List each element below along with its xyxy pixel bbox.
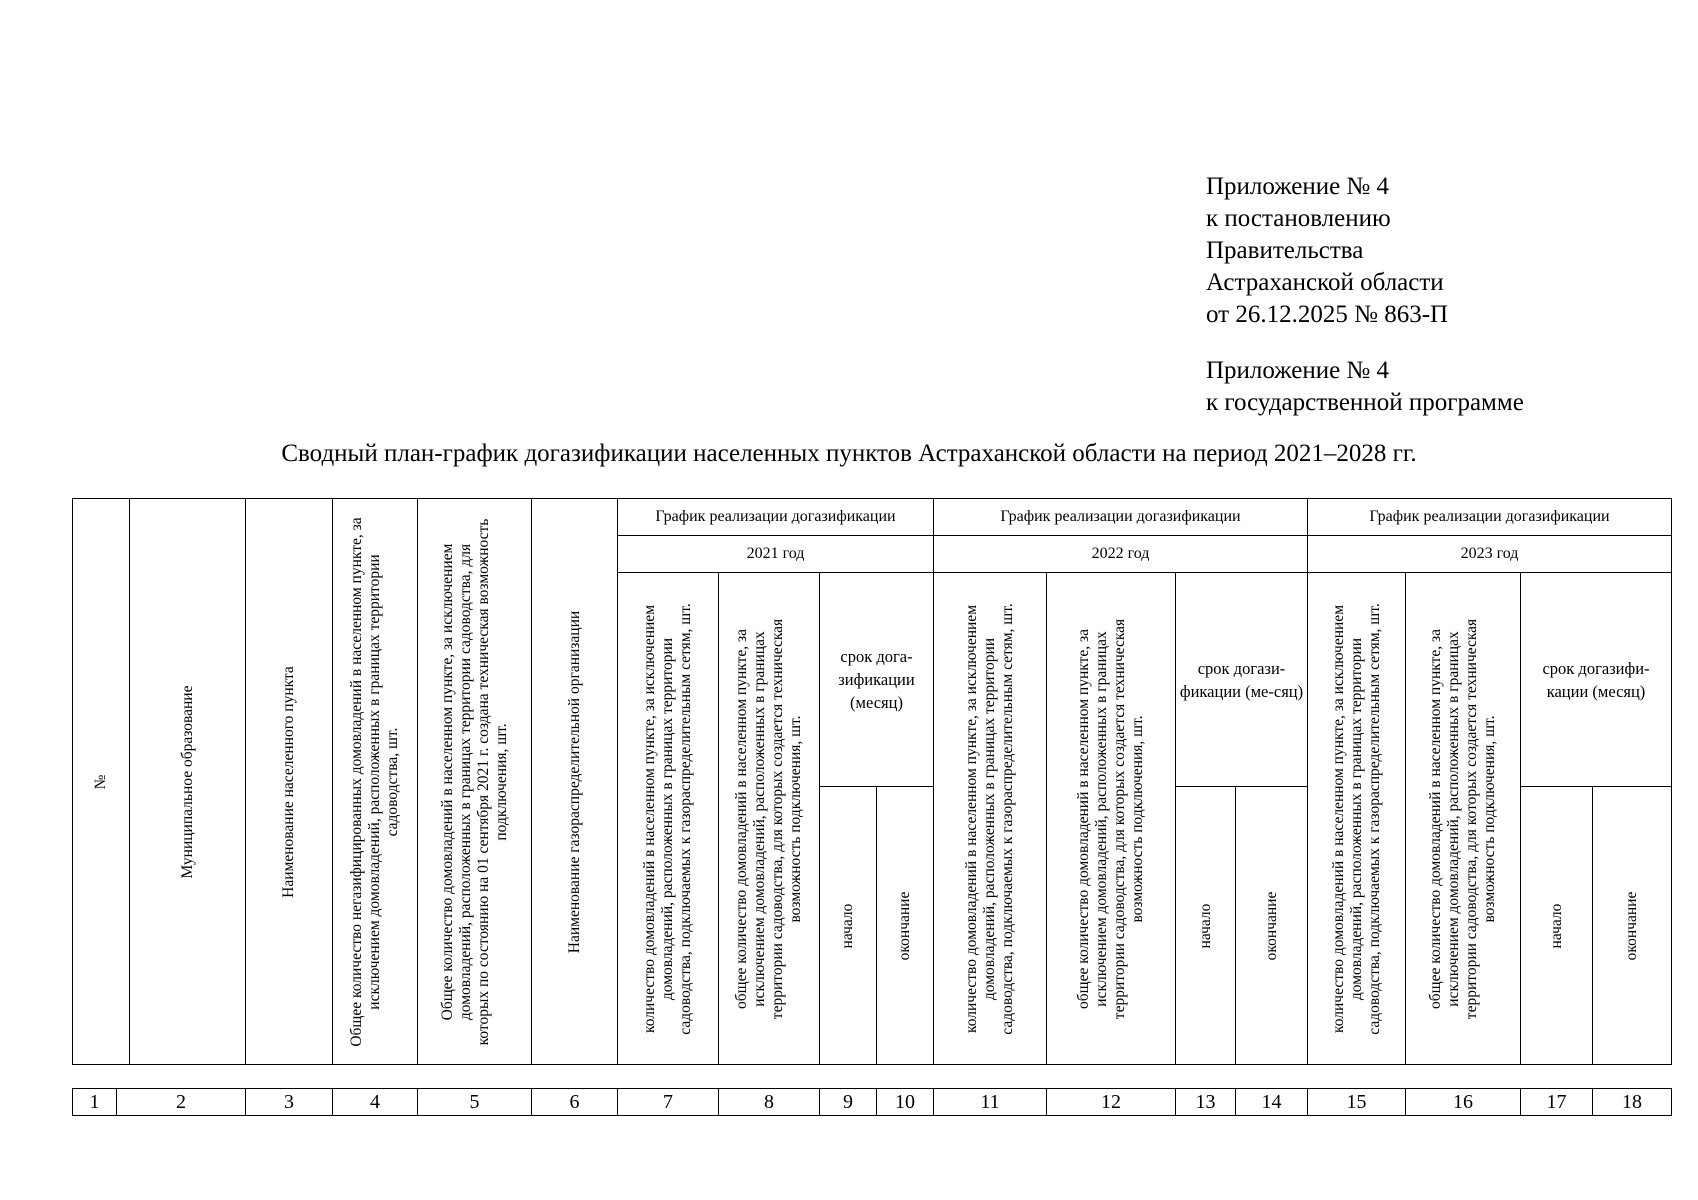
- column-number: 17: [1521, 1089, 1593, 1116]
- header-2022-technical-text: общее количество домовладений в населенном пункте, за исключением домовладений, расположенных в границах территории садоводства, для которых создается техническая возможность подключения, шт.: [1075, 618, 1146, 1019]
- appendix-block-state-program: [1206, 355, 1524, 419]
- column-number: 14: [1236, 1089, 1308, 1116]
- column-number: 9: [820, 1089, 877, 1116]
- header-2023-technical: [1406, 573, 1521, 1065]
- column-number: 7: [618, 1089, 719, 1116]
- appendix-block-government-decree: [1206, 171, 1448, 331]
- column-number: 1: [73, 1089, 117, 1116]
- header-2023-connected: [1308, 573, 1406, 1065]
- header-total-technical-text: Общее количество домовладений в населенном пункте, за исключением домовладений, расположенных в границах территории садоводства, для которых по состоянию на 01 сентября 2021 г. создана техническая возможность подключения, шт.: [438, 518, 510, 1045]
- header-2021-technical: [719, 573, 820, 1065]
- year-2021: 2021 год: [618, 536, 934, 573]
- header-total-ungasified: [333, 499, 418, 1065]
- document-title: Сводный план-график догазификации населенных пунктов Астраханской области на период 2021–2028 гг.: [281, 440, 1417, 467]
- year-2023: 2023 год: [1308, 536, 1672, 573]
- header-number-text: №: [92, 774, 109, 789]
- column-number: 11: [934, 1089, 1047, 1116]
- appendix-line: к государственной программе: [1206, 389, 1524, 416]
- schedule-header-table: [72, 498, 1672, 1065]
- header-2021-start: [820, 787, 877, 1065]
- header-municipality-text: Муниципальное образование: [178, 685, 196, 878]
- appendix-line: от 26.12.2025 № 863-П: [1206, 301, 1449, 328]
- column-numbers-table: [72, 1088, 1672, 1116]
- header-2023-term: срок догазифи-кации (месяц): [1521, 573, 1672, 787]
- column-number: 6: [532, 1089, 618, 1116]
- header-2022-technical: [1047, 573, 1176, 1065]
- header-2021-connected: [618, 573, 719, 1065]
- header-settlement-text: Наименование населенного пункта: [280, 665, 297, 898]
- header-2023-start: [1521, 787, 1593, 1065]
- year-2022: 2022 год: [934, 536, 1308, 573]
- column-number: 4: [333, 1089, 418, 1116]
- schedule-header-2021: График реализации догазификации: [618, 499, 934, 536]
- appendix-line: Правительства: [1206, 237, 1364, 264]
- header-2022-start-text: начало: [1196, 903, 1214, 948]
- header-2021-technical-text: общее количество домовладений в населенном пункте, за исключением домовладений, расположенных в границах территории садоводства, для которых создается техническая возможность подключения, шт.: [733, 618, 804, 1019]
- appendix-line: Приложение № 4: [1206, 357, 1390, 384]
- header-2022-term: срок догази-фикации (ме-сяц): [1176, 573, 1308, 787]
- appendix-line: Астраханской области: [1206, 269, 1444, 296]
- header-2021-end-text: окончание: [896, 891, 913, 960]
- column-number: 8: [719, 1089, 820, 1116]
- header-2022-start: [1176, 787, 1236, 1065]
- column-number: 18: [1593, 1089, 1672, 1116]
- appendix-line: к постановлению: [1206, 205, 1391, 232]
- header-2022-connected-text: количество домовладений в населенном пункте, за исключением домовладений, расположенных в границах территории садоводства, подключаемых к газораспределительным сетям, шт.: [963, 602, 1016, 1035]
- header-settlement: [246, 499, 333, 1065]
- header-total-technical: [418, 499, 532, 1065]
- header-2023-connected-text: количество домовладений в населенном пункте, за исключением домовладений, расположенных в границах территории садоводства, подключаемых к газораспределительным сетям, шт.: [1329, 602, 1383, 1035]
- header-2022-end: [1236, 787, 1308, 1065]
- column-number: 13: [1176, 1089, 1236, 1116]
- column-number: 10: [877, 1089, 934, 1116]
- column-number: 5: [418, 1089, 532, 1116]
- header-2022-end-text: окончание: [1262, 891, 1280, 960]
- header-gas-distribution-org-text: Наименование газораспределительной организации: [565, 610, 583, 953]
- header-2023-end: [1593, 787, 1672, 1065]
- header-2021-connected-text: количество домовладений в населенном пункте, за исключением домовладений, расположенных в границах территории садоводства, подключаемых к газораспределительным сетям, шт.: [641, 602, 694, 1035]
- column-number: 2: [117, 1089, 246, 1116]
- header-total-ungasified-text: Общее количество негазифицированных домовладений в населенном пункте, за исключением домовладений, расположенных в границах территории садоводства, шт.: [348, 516, 401, 1047]
- header-2023-technical-text: общее количество домовладений в населенном пункте, за исключением домовладений, расположенных в границах территории садоводства, для которых создается техническая возможность подключения, шт.: [1427, 618, 1498, 1019]
- header-2021-start-text: начало: [839, 903, 856, 948]
- header-municipality: [130, 499, 246, 1065]
- column-number: 3: [246, 1089, 333, 1116]
- header-2023-end-text: окончание: [1623, 891, 1640, 960]
- header-2022-connected: [934, 573, 1047, 1065]
- column-number: 15: [1308, 1089, 1406, 1116]
- column-number: 16: [1406, 1089, 1521, 1116]
- appendix-line: Приложение № 4: [1206, 173, 1390, 200]
- header-2021-term: срок дога-зификации (месяц): [820, 573, 934, 787]
- schedule-header-2023: График реализации догазификации: [1308, 499, 1672, 536]
- header-2023-start-text: начало: [1547, 903, 1565, 948]
- schedule-header-2022: График реализации догазификации: [934, 499, 1308, 536]
- column-number: 12: [1047, 1089, 1176, 1116]
- header-number: [73, 499, 130, 1065]
- header-2021-end: [877, 787, 934, 1065]
- header-gas-distribution-org: [532, 499, 618, 1065]
